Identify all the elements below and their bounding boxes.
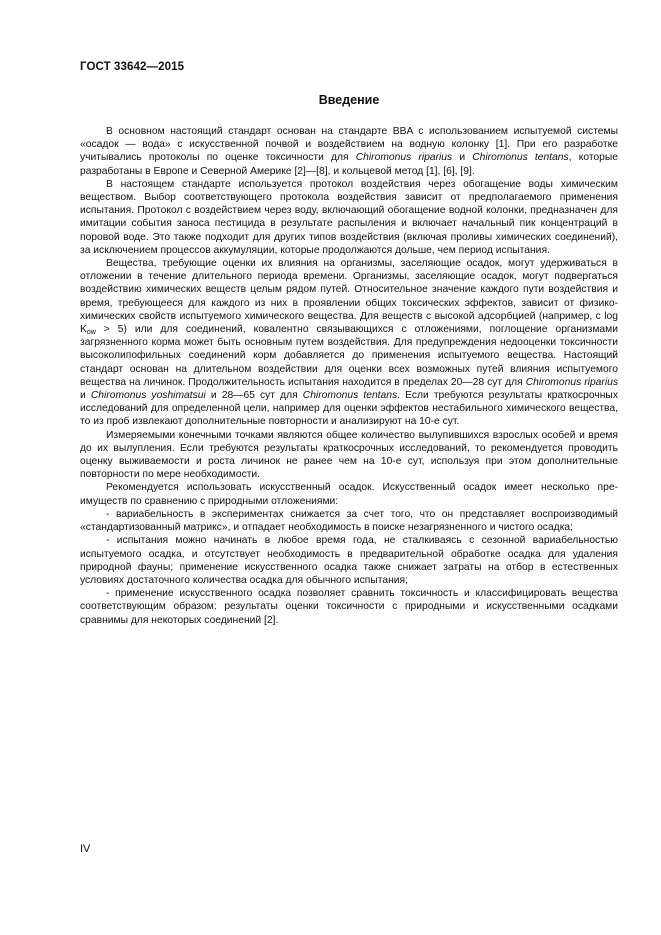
species-name: Chiromonus riparius bbox=[355, 152, 453, 164]
list-item: - применение искусственного осадка позволяет сравнить токсичность и классифицировать вещества соответствующим образом: результаты оценки токсичности с природными и искусственными осадками сравнимы для некоторых соединений [2]. bbox=[80, 588, 618, 626]
list-item: - испытания можно начинать в любое время года, не сталкиваясь с сезонной вариабельностью испытуемого осадка, и отсутствует необходимость в предварительной обработке осадка для удаления природной фауны; применение искусственного осадка также снижает затраты на отбор в естественных условиях достаточного количества осадка для обычного испытания; bbox=[80, 535, 618, 586]
species-name: Chiromonus tentans bbox=[472, 152, 569, 164]
paragraph: Рекомендуется использовать искусственный осадок. Искусственный осадок имеет несколько преимуществ по сравнению с природными отложениями: bbox=[80, 482, 618, 507]
species-name: Chiromonus riparius bbox=[525, 376, 618, 388]
section-title: Введение bbox=[318, 93, 380, 107]
page-number: IV bbox=[80, 843, 91, 855]
body-text bbox=[80, 125, 618, 627]
paragraph-part: Вещества, требующие оценки их влияния на организмы, заселяющие осадок, могут удерживаться в отложении в течение длительного периода времени. Организмы, заселяющие осадок, могут подвергаться воздействию химических веществ целым рядом путей. Относительное значение каждого пути воздействия и время, требующееся для каждого из них в проявлении общих токсических эффектов, зависит от физико-химических свойств испытуемого химического вещества. Для веществ с высокой адсорбцией (например, с log K bbox=[80, 258, 618, 336]
subscript-ow: ow bbox=[86, 329, 96, 337]
list-item: - вариабельность в экспериментах снижается за счет того, что он представляет воспроизводимый «стандартизованный матрикс», и отпадает необходимость в поиске незагрязненного и чистого осадка; bbox=[80, 508, 618, 534]
paragraph: В основном настоящий стандарт основан на стандарте BBA с использованием испытуемой системы «осадок — вода» с искусственной почвой и воздействием на водную колонку [1]. При его разработке учитывались протоколы по оценке токсичности для Chiromonus riparius и Chiromonus tentans, которые разработаны в Европе и Северной Америке [2]—[8], и кольцевой метод [1], [6], [9]. bbox=[80, 126, 619, 177]
document-standard-code: ГОСТ 33642—2015 bbox=[80, 61, 185, 73]
species-name: Chiromonus tentans bbox=[302, 390, 398, 402]
paragraph bbox=[80, 257, 618, 429]
paragraph: Измеряемыми конечными точками являются общее количество вылупившихся взрослых особей и время до их вылупления. Если требуются результаты краткосрочных исследований, то рекомендуется проводить оценку выживаемости и роста личинок не ранее чем на 10-е сут, используя при этом дополнительные повторности по мере необходимости. bbox=[80, 429, 618, 481]
species-name: Chiromonus yoshimatsui bbox=[90, 390, 206, 402]
paragraph-part: > 5) или для соединений, ковалентно связывающихся с отложениями, поглощение организмами загрязненного корма может быть основным путем воздействия. Для предупреждения недооценки токсичности высоколипофильных соединений корм добавляется до применения испытуемого вещества. Настоящий стандарт основан на длительном воздействии для оценки всех возможных путей влияния испытуемого вещества на личинок. Продолжительность испытания находится в пределах 20—28 сут для Chiromonus riparius и Chiromonus yoshimatsui и 28—65 сут для Chiromonus tentans. Если требуются результаты краткосрочных исследований для определенной цели, например для оценки эффектов нестабильного химического вещества, то из проб извлекают дополнительные повторности и анализируют на 10-е сут. bbox=[80, 324, 618, 428]
paragraph: В настоящем стандарте используется протокол воздействия через обогащение воды химическим веществом. Выбор соответствующего протокола воздействия зависит от предполагаемого применения испытания. Протокол с воздействием через воду, включающий обогащение водной колонки, предназначен для имитации события заноса пестицида в результате распыления и включает начальный пик концентраций в поровой воде. Это также подходит для других типов воздействия (включая проливы химических соединений), за исключением процессов аккумуляции, которые продолжаются дольше, чем период испытания. bbox=[80, 178, 618, 256]
